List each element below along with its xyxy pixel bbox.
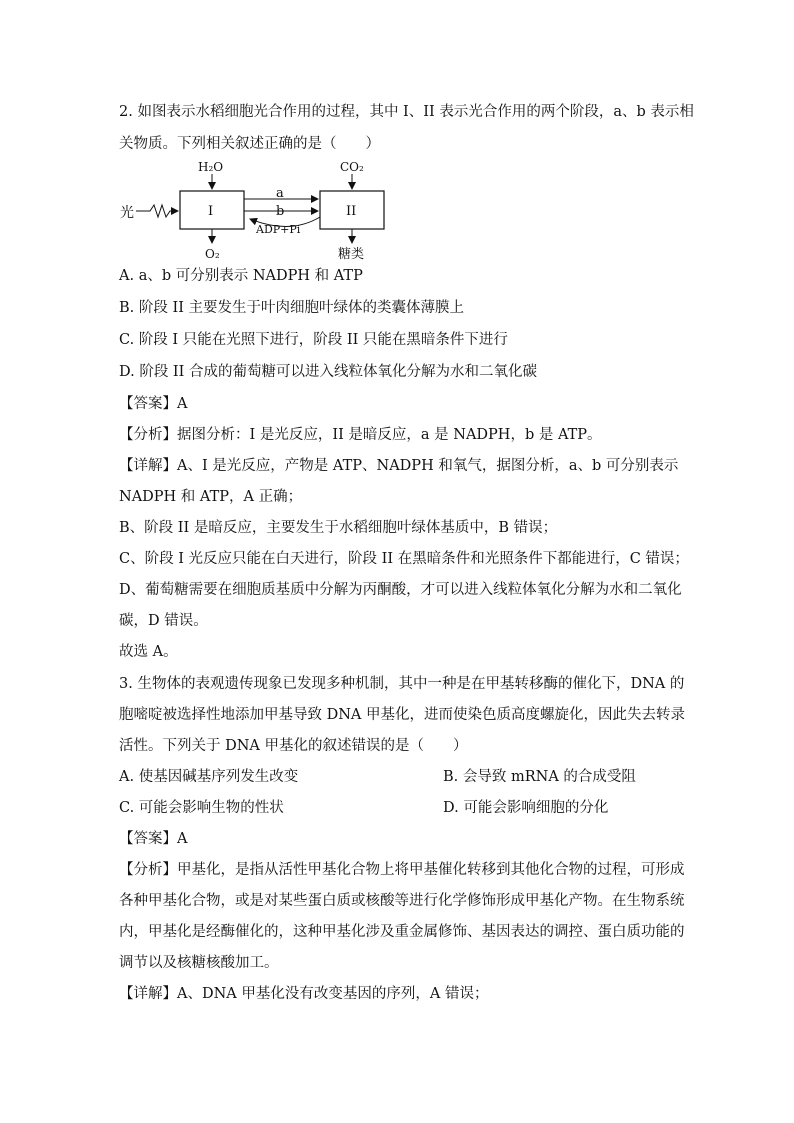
q3-stem-line3: 活性。下列关于 DNA 甲基化的叙述错误的是（ ） xyxy=(119,738,468,754)
q2-detail-line3: B、阶段 II 是暗反应，主要发生于水稻细胞叶绿体基质中，B 错误； xyxy=(119,520,558,536)
q3-option-a: A. 使基因碱基序列发生改变 xyxy=(119,769,299,785)
light-label: 光 xyxy=(120,205,134,221)
q3-stem-line2: 胞嘧啶被选择性地添加甲基导致 DNA 甲基化，进而使染色质高度螺旋化，因此失去转录 xyxy=(119,707,685,723)
q2-detail-line4: C、阶段 I 光反应只能在白天进行，阶段 II 在黑暗条件和光照条件下都能进行，C 错误； xyxy=(119,551,689,567)
q3-analysis-line1: 【分析】甲基化，是指从活性甲基化合物上将甲基催化转移到其他化合物的过程，可形成 xyxy=(119,862,685,878)
adp-label: ADP+Pi xyxy=(256,223,301,236)
h2o-label: H₂O xyxy=(198,160,224,174)
stage1-label: I xyxy=(208,204,214,219)
co2-label: CO₂ xyxy=(340,160,364,174)
q2-option-b: B. 阶段 II 主要发生于叶肉细胞叶绿体的类囊体薄膜上 xyxy=(119,300,465,316)
q3-analysis-line4: 调节以及核糖核酸加工。 xyxy=(119,955,279,971)
q2-option-d: D. 阶段 II 合成的葡萄糖可以进入线粒体氧化分解为水和二氧化碳 xyxy=(119,364,537,380)
q2-stem-line2: 关物质。下列相关叙述正确的是（ ） xyxy=(119,136,380,152)
photosynthesis-diagram xyxy=(110,155,410,265)
q2-detail-line6: 碳，D 错误。 xyxy=(119,613,208,629)
q2-detail-line2: NADPH 和 ATP，A 正确； xyxy=(119,489,303,505)
b-label: b xyxy=(276,204,285,219)
q3-analysis-line2: 各种甲基化合物，或是对某些蛋白质或核酸等进行化学修饰形成甲基化产物。在生物系统 xyxy=(119,893,685,909)
q2-detail-line5: D、葡萄糖需要在细胞质基质中分解为丙酮酸，才可以进入线粒体氧化分解为水和二氧化 xyxy=(119,582,682,598)
q2-option-a: A. a、b 可分别表示 NADPH 和 ATP xyxy=(119,268,363,284)
q3-option-b: B. 会导致 mRNA 的合成受阻 xyxy=(443,769,636,785)
q2-analysis: 【分析】据图分析：I 是光反应，II 是暗反应，a 是 NADPH，b 是 ATP。 xyxy=(119,427,602,443)
q2-answer: 【答案】A xyxy=(119,396,188,412)
q2-detail-line1: 【详解】A、I 是光反应，产物是 ATP、NADPH 和氧气，据图分析，a、b 可分别表示 xyxy=(119,458,679,474)
q3-detail-line1: 【详解】A、DNA 甲基化没有改变基因的序列，A 错误； xyxy=(119,986,489,1002)
q2-option-c: C. 阶段 I 只能在光照下进行，阶段 II 只能在黑暗条件下进行 xyxy=(119,332,508,348)
o2-label: O₂ xyxy=(205,247,220,261)
q3-option-c: C. 可能会影响生物的性状 xyxy=(119,800,284,816)
q2-stem-line1: 2. 如图表示水稻细胞光合作用的过程，其中 I、II 表示光合作用的两个阶段，a、b 表示相 xyxy=(119,104,694,120)
sugar-label: 糖类 xyxy=(338,247,365,262)
q3-analysis-line3: 内，甲基化是经酶催化的，这种甲基化涉及重金属修饰、基因表达的调控、蛋白质功能的 xyxy=(119,924,685,940)
q3-option-d: D. 可能会影响细胞的分化 xyxy=(443,800,609,816)
q3-stem-line1: 3. 生物体的表观遗传现象已发现多种机制，其中一种是在甲基转移酶的催化下，DNA 的 xyxy=(119,676,685,692)
q2-conclusion: 故选 A。 xyxy=(119,644,178,660)
q3-answer: 【答案】A xyxy=(119,831,188,847)
a-label: a xyxy=(276,186,284,201)
stage2-label: II xyxy=(346,204,357,219)
light-zigzag-arrow xyxy=(136,205,178,217)
